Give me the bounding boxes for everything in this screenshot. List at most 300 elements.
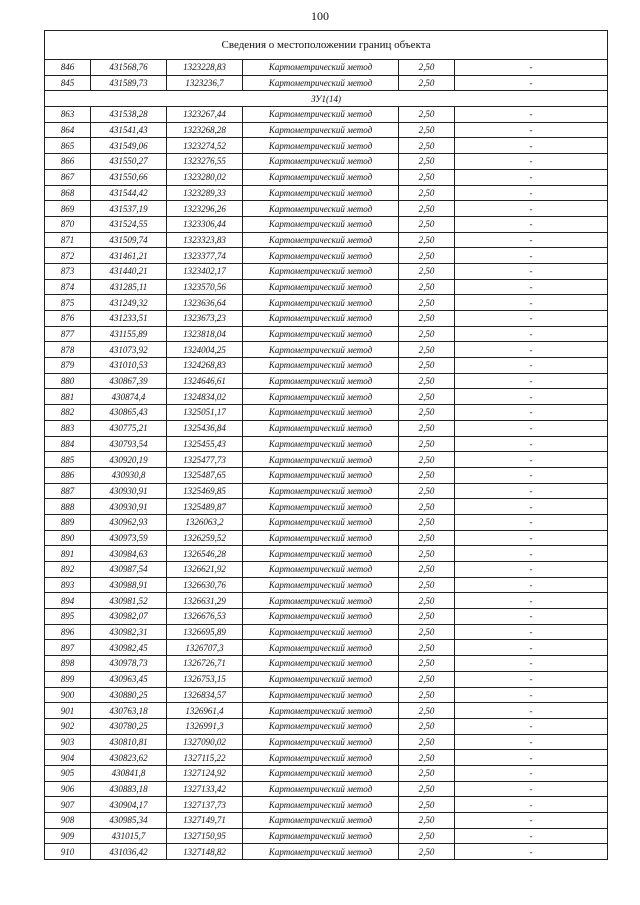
cell-coordinate-y: 1327148,82 xyxy=(167,844,243,860)
cell-point-number: 893 xyxy=(45,577,91,593)
cell-coordinate-y: 1326753,15 xyxy=(167,671,243,687)
cell-note: - xyxy=(455,593,608,609)
cell-coordinate-y: 1324004,25 xyxy=(167,342,243,358)
table-row xyxy=(45,624,608,640)
cell-point-number: 890 xyxy=(45,530,91,546)
cell-method: Картометрический метод xyxy=(243,624,399,640)
cell-coordinate-x: 431568,76 xyxy=(91,60,167,76)
cell-coordinate-y: 1323268,28 xyxy=(167,122,243,138)
table-row xyxy=(45,546,608,562)
cell-accuracy: 2,50 xyxy=(399,122,455,138)
cell-accuracy: 2,50 xyxy=(399,813,455,829)
table-row xyxy=(45,201,608,217)
cell-point-number: 884 xyxy=(45,436,91,452)
cell-point-number: 879 xyxy=(45,358,91,374)
cell-note: - xyxy=(455,373,608,389)
cell-note: - xyxy=(455,279,608,295)
cell-coordinate-x: 431550,27 xyxy=(91,154,167,170)
cell-note: - xyxy=(455,734,608,750)
cell-note: - xyxy=(455,436,608,452)
cell-note: - xyxy=(455,813,608,829)
cell-coordinate-x: 430823,62 xyxy=(91,750,167,766)
cell-point-number: 870 xyxy=(45,216,91,232)
cell-note: - xyxy=(455,60,608,76)
cell-accuracy: 2,50 xyxy=(399,467,455,483)
table-row xyxy=(45,562,608,578)
cell-method: Картометрический метод xyxy=(243,389,399,405)
cell-point-number: 875 xyxy=(45,295,91,311)
cell-accuracy: 2,50 xyxy=(399,295,455,311)
cell-method: Картометрический метод xyxy=(243,577,399,593)
cell-note: - xyxy=(455,138,608,154)
cell-note: - xyxy=(455,232,608,248)
cell-accuracy: 2,50 xyxy=(399,185,455,201)
cell-coordinate-y: 1323280,02 xyxy=(167,169,243,185)
cell-coordinate-y: 1323323,83 xyxy=(167,232,243,248)
cell-note: - xyxy=(455,326,608,342)
cell-accuracy: 2,50 xyxy=(399,514,455,530)
cell-note: - xyxy=(455,609,608,625)
cell-point-number: 910 xyxy=(45,844,91,860)
cell-method: Картометрический метод xyxy=(243,467,399,483)
cell-accuracy: 2,50 xyxy=(399,844,455,860)
cell-coordinate-y: 1327124,92 xyxy=(167,765,243,781)
cell-method: Картометрический метод xyxy=(243,593,399,609)
cell-note: - xyxy=(455,718,608,734)
cell-point-number: 865 xyxy=(45,138,91,154)
cell-accuracy: 2,50 xyxy=(399,420,455,436)
table-row xyxy=(45,389,608,405)
cell-note: - xyxy=(455,562,608,578)
table-row xyxy=(45,640,608,656)
cell-coordinate-y: 1326259,52 xyxy=(167,530,243,546)
table-row xyxy=(45,405,608,421)
cell-accuracy: 2,50 xyxy=(399,765,455,781)
table-row xyxy=(45,185,608,201)
cell-point-number: 901 xyxy=(45,703,91,719)
cell-coordinate-x: 431155,89 xyxy=(91,326,167,342)
cell-coordinate-y: 1326707,3 xyxy=(167,640,243,656)
table-row xyxy=(45,467,608,483)
cell-coordinate-y: 1326546,28 xyxy=(167,546,243,562)
cell-point-number: 874 xyxy=(45,279,91,295)
table-row xyxy=(45,75,608,91)
cell-accuracy: 2,50 xyxy=(399,279,455,295)
cell-coordinate-x: 430793,54 xyxy=(91,436,167,452)
cell-coordinate-y: 1323673,23 xyxy=(167,311,243,327)
cell-note: - xyxy=(455,452,608,468)
cell-method: Картометрический метод xyxy=(243,342,399,358)
cell-accuracy: 2,50 xyxy=(399,389,455,405)
cell-coordinate-y: 1327150,95 xyxy=(167,828,243,844)
cell-coordinate-x: 431549,06 xyxy=(91,138,167,154)
table-row xyxy=(45,311,608,327)
cell-note: - xyxy=(455,248,608,264)
cell-method: Картометрический метод xyxy=(243,154,399,170)
cell-coordinate-x: 430987,54 xyxy=(91,562,167,578)
cell-point-number: 906 xyxy=(45,781,91,797)
cell-note: - xyxy=(455,107,608,123)
cell-accuracy: 2,50 xyxy=(399,60,455,76)
cell-coordinate-y: 1323289,33 xyxy=(167,185,243,201)
cell-point-number: 891 xyxy=(45,546,91,562)
cell-note: - xyxy=(455,420,608,436)
cell-coordinate-y: 1323377,74 xyxy=(167,248,243,264)
cell-coordinate-y: 1326695,89 xyxy=(167,624,243,640)
cell-point-number: 909 xyxy=(45,828,91,844)
cell-point-number: 878 xyxy=(45,342,91,358)
cell-accuracy: 2,50 xyxy=(399,562,455,578)
cell-coordinate-x: 431233,51 xyxy=(91,311,167,327)
cell-coordinate-x: 431015,7 xyxy=(91,828,167,844)
cell-method: Картометрический метод xyxy=(243,546,399,562)
cell-note: - xyxy=(455,405,608,421)
table-row xyxy=(45,577,608,593)
cell-coordinate-x: 431036,42 xyxy=(91,844,167,860)
cell-point-number: 896 xyxy=(45,624,91,640)
cell-method: Картометрический метод xyxy=(243,781,399,797)
table-row xyxy=(45,216,608,232)
table-row xyxy=(45,781,608,797)
cell-method: Картометрический метод xyxy=(243,122,399,138)
cell-method: Картометрический метод xyxy=(243,797,399,813)
cell-accuracy: 2,50 xyxy=(399,750,455,766)
table-row xyxy=(45,797,608,813)
cell-point-number: 900 xyxy=(45,687,91,703)
cell-point-number: 846 xyxy=(45,60,91,76)
cell-method: Картометрический метод xyxy=(243,436,399,452)
table-row xyxy=(45,169,608,185)
cell-accuracy: 2,50 xyxy=(399,75,455,91)
cell-point-number: 866 xyxy=(45,154,91,170)
table-row xyxy=(45,232,608,248)
cell-note: - xyxy=(455,530,608,546)
cell-method: Картометрический метод xyxy=(243,562,399,578)
cell-accuracy: 2,50 xyxy=(399,342,455,358)
cell-method: Картометрический метод xyxy=(243,107,399,123)
cell-note: - xyxy=(455,389,608,405)
cell-note: - xyxy=(455,844,608,860)
cell-accuracy: 2,50 xyxy=(399,483,455,499)
cell-method: Картометрический метод xyxy=(243,750,399,766)
cell-note: - xyxy=(455,797,608,813)
cell-method: Картометрический метод xyxy=(243,263,399,279)
cell-method: Картометрический метод xyxy=(243,813,399,829)
cell-coordinate-y: 1323306,44 xyxy=(167,216,243,232)
table-title: Сведения о местоположении границ объекта xyxy=(45,31,608,60)
table-row xyxy=(45,279,608,295)
cell-method: Картометрический метод xyxy=(243,232,399,248)
cell-coordinate-y: 1326631,29 xyxy=(167,593,243,609)
cell-method: Картометрический метод xyxy=(243,201,399,217)
table-row xyxy=(45,765,608,781)
cell-accuracy: 2,50 xyxy=(399,577,455,593)
cell-note: - xyxy=(455,546,608,562)
cell-method: Картометрический метод xyxy=(243,60,399,76)
cell-accuracy: 2,50 xyxy=(399,624,455,640)
cell-point-number: 905 xyxy=(45,765,91,781)
cell-coordinate-y: 1323570,56 xyxy=(167,279,243,295)
cell-note: - xyxy=(455,185,608,201)
cell-note: - xyxy=(455,703,608,719)
section-label: ЗУ1(14) xyxy=(45,91,608,107)
table-row xyxy=(45,593,608,609)
cell-point-number: 899 xyxy=(45,671,91,687)
cell-point-number: 898 xyxy=(45,656,91,672)
cell-method: Картометрический метод xyxy=(243,844,399,860)
cell-point-number: 907 xyxy=(45,797,91,813)
cell-coordinate-x: 431538,28 xyxy=(91,107,167,123)
cell-coordinate-x: 430880,25 xyxy=(91,687,167,703)
cell-coordinate-x: 430985,34 xyxy=(91,813,167,829)
cell-coordinate-y: 1324268,83 xyxy=(167,358,243,374)
cell-note: - xyxy=(455,687,608,703)
table-row xyxy=(45,609,608,625)
cell-accuracy: 2,50 xyxy=(399,216,455,232)
cell-coordinate-x: 431589,73 xyxy=(91,75,167,91)
cell-coordinate-y: 1325477,73 xyxy=(167,452,243,468)
cell-point-number: 897 xyxy=(45,640,91,656)
cell-method: Картометрический метод xyxy=(243,169,399,185)
cell-point-number: 903 xyxy=(45,734,91,750)
cell-method: Картометрический метод xyxy=(243,671,399,687)
cell-point-number: 883 xyxy=(45,420,91,436)
cell-coordinate-y: 1323276,55 xyxy=(167,154,243,170)
cell-coordinate-y: 1325489,87 xyxy=(167,499,243,515)
table-row xyxy=(45,358,608,374)
cell-coordinate-x: 431541,43 xyxy=(91,122,167,138)
cell-point-number: 873 xyxy=(45,263,91,279)
table-row xyxy=(45,718,608,734)
cell-method: Картометрический метод xyxy=(243,499,399,515)
cell-method: Картометрический метод xyxy=(243,452,399,468)
cell-coordinate-x: 430982,31 xyxy=(91,624,167,640)
cell-coordinate-y: 1325487,65 xyxy=(167,467,243,483)
cell-coordinate-x: 431285,11 xyxy=(91,279,167,295)
cell-coordinate-x: 431509,74 xyxy=(91,232,167,248)
cell-point-number: 895 xyxy=(45,609,91,625)
cell-note: - xyxy=(455,342,608,358)
cell-coordinate-x: 430780,25 xyxy=(91,718,167,734)
cell-coordinate-x: 430962,93 xyxy=(91,514,167,530)
cell-accuracy: 2,50 xyxy=(399,609,455,625)
cell-coordinate-y: 1326063,2 xyxy=(167,514,243,530)
cell-method: Картометрический метод xyxy=(243,703,399,719)
table-row xyxy=(45,60,608,76)
cell-point-number: 887 xyxy=(45,483,91,499)
table-row xyxy=(45,499,608,515)
cell-point-number: 864 xyxy=(45,122,91,138)
cell-coordinate-x: 431524,55 xyxy=(91,216,167,232)
cell-accuracy: 2,50 xyxy=(399,781,455,797)
cell-coordinate-y: 1326630,76 xyxy=(167,577,243,593)
cell-coordinate-x: 430988,91 xyxy=(91,577,167,593)
cell-coordinate-x: 430930,91 xyxy=(91,499,167,515)
cell-note: - xyxy=(455,263,608,279)
table-row xyxy=(45,844,608,860)
cell-coordinate-y: 1323267,44 xyxy=(167,107,243,123)
table-row xyxy=(45,452,608,468)
table-row xyxy=(45,656,608,672)
table-row xyxy=(45,687,608,703)
cell-coordinate-x: 430930,8 xyxy=(91,467,167,483)
table-row xyxy=(45,813,608,829)
cell-coordinate-x: 430920,19 xyxy=(91,452,167,468)
cell-coordinate-x: 431440,21 xyxy=(91,263,167,279)
cell-note: - xyxy=(455,358,608,374)
cell-note: - xyxy=(455,624,608,640)
cell-accuracy: 2,50 xyxy=(399,154,455,170)
cell-coordinate-x: 431550,66 xyxy=(91,169,167,185)
cell-note: - xyxy=(455,781,608,797)
table-row xyxy=(45,420,608,436)
cell-method: Картометрический метод xyxy=(243,420,399,436)
cell-method: Картометрический метод xyxy=(243,609,399,625)
cell-coordinate-y: 1323228,83 xyxy=(167,60,243,76)
cell-accuracy: 2,50 xyxy=(399,452,455,468)
cell-coordinate-x: 431461,21 xyxy=(91,248,167,264)
cell-coordinate-x: 430874,4 xyxy=(91,389,167,405)
cell-coordinate-y: 1323818,04 xyxy=(167,326,243,342)
table-row xyxy=(45,154,608,170)
cell-method: Картометрический метод xyxy=(243,718,399,734)
table-row xyxy=(45,248,608,264)
cell-note: - xyxy=(455,201,608,217)
cell-note: - xyxy=(455,154,608,170)
cell-accuracy: 2,50 xyxy=(399,797,455,813)
cell-accuracy: 2,50 xyxy=(399,656,455,672)
cell-coordinate-y: 1323236,7 xyxy=(167,75,243,91)
cell-method: Картометрический метод xyxy=(243,311,399,327)
cell-coordinate-y: 1327090,02 xyxy=(167,734,243,750)
cell-note: - xyxy=(455,640,608,656)
table-row xyxy=(45,295,608,311)
cell-accuracy: 2,50 xyxy=(399,734,455,750)
table-row xyxy=(45,750,608,766)
cell-coordinate-y: 1323274,52 xyxy=(167,138,243,154)
cell-point-number: 872 xyxy=(45,248,91,264)
cell-coordinate-y: 1323402,17 xyxy=(167,263,243,279)
cell-accuracy: 2,50 xyxy=(399,232,455,248)
cell-note: - xyxy=(455,499,608,515)
cell-note: - xyxy=(455,656,608,672)
cell-coordinate-y: 1325455,43 xyxy=(167,436,243,452)
table-row xyxy=(45,703,608,719)
cell-point-number: 877 xyxy=(45,326,91,342)
table-title-row xyxy=(45,31,608,60)
cell-coordinate-x: 430841,8 xyxy=(91,765,167,781)
cell-note: - xyxy=(455,514,608,530)
table-row xyxy=(45,734,608,750)
table-row xyxy=(45,514,608,530)
cell-point-number: 871 xyxy=(45,232,91,248)
section-row xyxy=(45,91,608,107)
cell-coordinate-y: 1324834,02 xyxy=(167,389,243,405)
cell-point-number: 894 xyxy=(45,593,91,609)
cell-coordinate-x: 430930,91 xyxy=(91,483,167,499)
cell-accuracy: 2,50 xyxy=(399,311,455,327)
cell-accuracy: 2,50 xyxy=(399,530,455,546)
cell-coordinate-x: 430973,59 xyxy=(91,530,167,546)
cell-accuracy: 2,50 xyxy=(399,169,455,185)
cell-method: Картометрический метод xyxy=(243,326,399,342)
cell-accuracy: 2,50 xyxy=(399,593,455,609)
cell-coordinate-x: 430981,52 xyxy=(91,593,167,609)
cell-coordinate-y: 1325469,85 xyxy=(167,483,243,499)
table-row xyxy=(45,263,608,279)
cell-coordinate-y: 1326676,53 xyxy=(167,609,243,625)
cell-note: - xyxy=(455,311,608,327)
cell-method: Картометрический метод xyxy=(243,640,399,656)
cell-method: Картометрический метод xyxy=(243,248,399,264)
cell-coordinate-y: 1326621,92 xyxy=(167,562,243,578)
cell-coordinate-x: 430982,45 xyxy=(91,640,167,656)
cell-coordinate-x: 431073,92 xyxy=(91,342,167,358)
cell-coordinate-x: 431249,32 xyxy=(91,295,167,311)
cell-method: Картометрический метод xyxy=(243,358,399,374)
cell-point-number: 881 xyxy=(45,389,91,405)
cell-coordinate-y: 1326961,4 xyxy=(167,703,243,719)
table-row xyxy=(45,828,608,844)
cell-accuracy: 2,50 xyxy=(399,640,455,656)
cell-method: Картометрический метод xyxy=(243,295,399,311)
cell-point-number: 876 xyxy=(45,311,91,327)
cell-accuracy: 2,50 xyxy=(399,718,455,734)
cell-point-number: 902 xyxy=(45,718,91,734)
table-row xyxy=(45,530,608,546)
cell-point-number: 880 xyxy=(45,373,91,389)
cell-accuracy: 2,50 xyxy=(399,436,455,452)
cell-method: Картометрический метод xyxy=(243,373,399,389)
cell-coordinate-x: 430763,18 xyxy=(91,703,167,719)
cell-coordinate-x: 430984,63 xyxy=(91,546,167,562)
cell-note: - xyxy=(455,295,608,311)
table-row xyxy=(45,671,608,687)
cell-note: - xyxy=(455,671,608,687)
cell-coordinate-y: 1327149,71 xyxy=(167,813,243,829)
cell-coordinate-y: 1327115,22 xyxy=(167,750,243,766)
cell-coordinate-x: 430978,73 xyxy=(91,656,167,672)
cell-method: Картометрический метод xyxy=(243,483,399,499)
cell-note: - xyxy=(455,828,608,844)
table-row xyxy=(45,138,608,154)
cell-point-number: 869 xyxy=(45,201,91,217)
cell-method: Картометрический метод xyxy=(243,656,399,672)
cell-note: - xyxy=(455,483,608,499)
cell-point-number: 889 xyxy=(45,514,91,530)
cell-coordinate-x: 431537,19 xyxy=(91,201,167,217)
cell-coordinate-y: 1325436,84 xyxy=(167,420,243,436)
cell-method: Картометрический метод xyxy=(243,734,399,750)
cell-point-number: 904 xyxy=(45,750,91,766)
table-row xyxy=(45,373,608,389)
cell-method: Картометрический метод xyxy=(243,765,399,781)
table-row xyxy=(45,122,608,138)
cell-coordinate-y: 1323636,64 xyxy=(167,295,243,311)
cell-point-number: 882 xyxy=(45,405,91,421)
table-row xyxy=(45,326,608,342)
cell-accuracy: 2,50 xyxy=(399,405,455,421)
cell-accuracy: 2,50 xyxy=(399,828,455,844)
boundary-table-body xyxy=(45,31,608,860)
cell-coordinate-y: 1326834,57 xyxy=(167,687,243,703)
cell-accuracy: 2,50 xyxy=(399,671,455,687)
cell-coordinate-y: 1327137,73 xyxy=(167,797,243,813)
cell-method: Картометрический метод xyxy=(243,514,399,530)
cell-accuracy: 2,50 xyxy=(399,358,455,374)
cell-accuracy: 2,50 xyxy=(399,703,455,719)
cell-coordinate-y: 1327133,42 xyxy=(167,781,243,797)
